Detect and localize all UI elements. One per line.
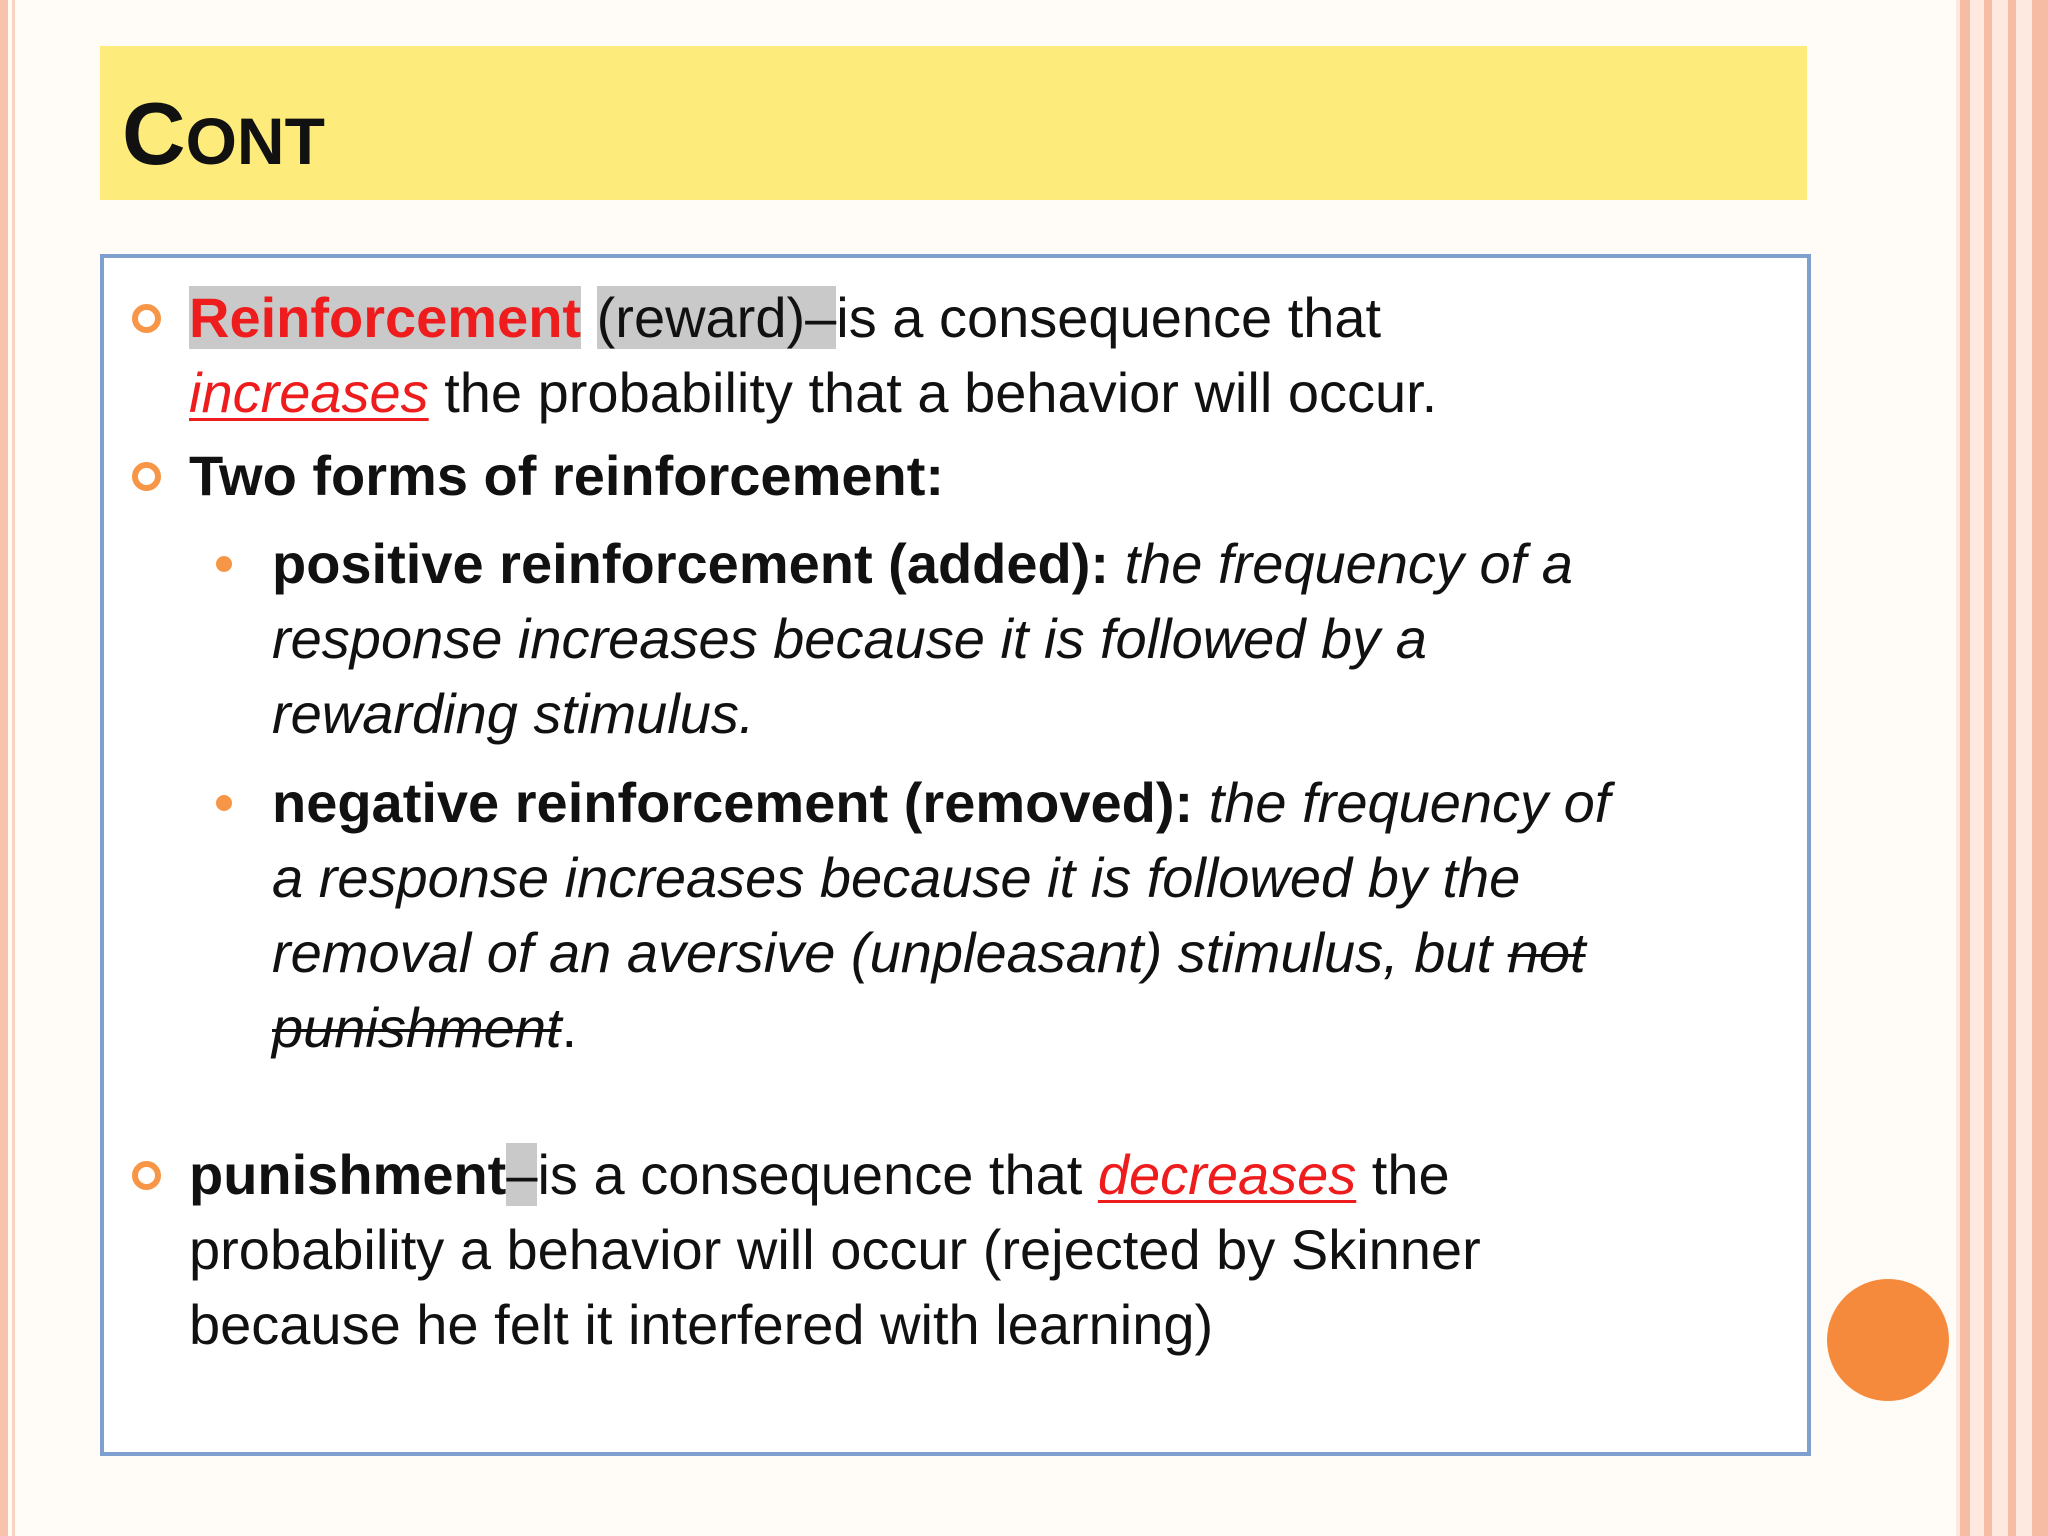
left-decorative-edge <box>0 0 8 1536</box>
struck-punishment: punishment <box>272 996 562 1059</box>
positive-line3: rewarding stimulus. <box>272 682 755 745</box>
reinforcement-text-line1: is a consequence that <box>836 286 1382 349</box>
title-rest: ONT <box>185 104 325 178</box>
stripe <box>2008 0 2016 1536</box>
two-forms-heading: Two forms of reinforcement: <box>189 444 945 507</box>
positive-line2: response increases because it is followed by a <box>272 607 1427 670</box>
bullet-reinforcement <box>189 280 1437 430</box>
positive-line1: the frequency of a <box>1109 532 1573 595</box>
sub-bullet-negative <box>272 765 1610 1065</box>
positive-label: positive reinforcement (added): <box>272 532 1110 595</box>
reinforcement-paren: (reward)– <box>596 286 837 349</box>
increases-emphasis: increases <box>189 361 429 424</box>
left-decorative-line <box>12 0 15 1536</box>
sub-bullet-dot-icon <box>216 556 232 572</box>
punishment-line1a: is a consequence that <box>537 1143 1098 1206</box>
bullet-ring-icon <box>132 304 161 333</box>
punishment-line2: probability a behavior will occur (rejected by Skinner <box>189 1218 1481 1281</box>
bullet-two-forms <box>189 438 944 513</box>
stripe <box>1984 0 1992 1536</box>
bullet-ring-icon <box>132 1161 161 1190</box>
content-box <box>100 254 1811 1456</box>
negative-line4-end: . <box>561 996 578 1059</box>
stripe <box>1960 0 1970 1536</box>
struck-not: not <box>1507 921 1586 984</box>
right-decorative-stripes <box>1956 0 2048 1536</box>
punishment-term: punishment <box>189 1143 507 1206</box>
title-initial: C <box>122 84 186 183</box>
decreases-emphasis: decreases <box>1097 1143 1357 1206</box>
punishment-dash: – <box>506 1143 538 1206</box>
negative-label: negative reinforcement (removed): <box>272 771 1194 834</box>
punishment-line1b: the <box>1356 1143 1450 1206</box>
negative-line3: removal of an aversive (unpleasant) stimulus, but <box>272 921 1508 984</box>
bullet-list <box>104 258 1807 1452</box>
reinforcement-term: Reinforcement <box>189 286 582 349</box>
stripe <box>2032 0 2048 1536</box>
slide-title <box>122 84 325 183</box>
sub-bullet-positive <box>272 526 1573 751</box>
sub-bullet-dot-icon <box>216 795 232 811</box>
negative-line2: a response increases because it is followed by the <box>272 846 1521 909</box>
decorative-orange-circle <box>1827 1279 1949 1401</box>
bullet-punishment <box>189 1137 1481 1362</box>
negative-line1: the frequency of <box>1193 771 1611 834</box>
bullet-ring-icon <box>132 462 161 491</box>
title-bar <box>100 46 1807 200</box>
reinforcement-text-line2: the probability that a behavior will occur. <box>428 361 1438 424</box>
punishment-line3: because he felt it interfered with learning) <box>189 1293 1214 1356</box>
